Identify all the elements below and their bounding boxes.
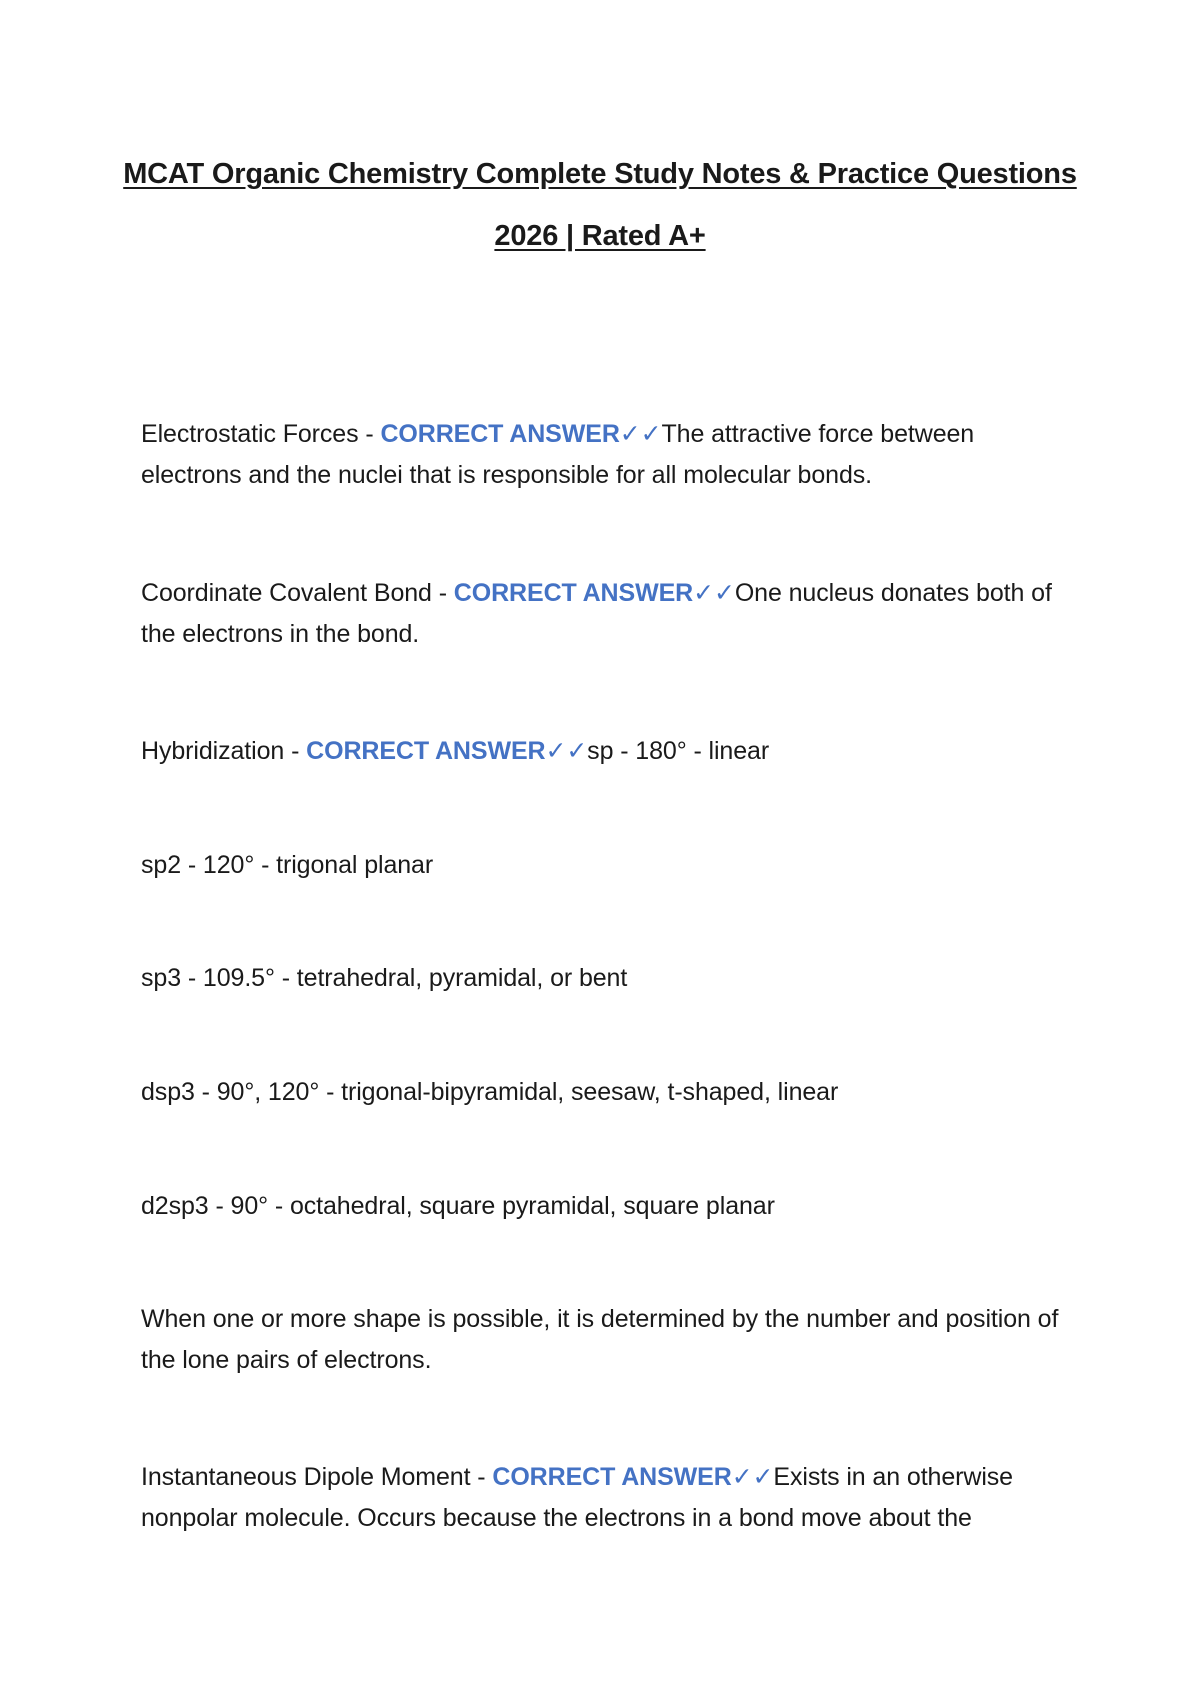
note-line: d2sp3 - 90° - octahedral, square pyramidal, square planar: [141, 1192, 775, 1220]
document-title-line-1: MCAT Organic Chemistry Complete Study Notes & Practice Questions: [123, 158, 1077, 190]
separator: -: [431, 579, 454, 607]
correct-answer-label: CORRECT ANSWER✓✓: [380, 420, 662, 448]
correct-answer-label: CORRECT ANSWER✓✓: [306, 737, 588, 765]
question-term: Coordinate Covalent Bond: [141, 579, 432, 607]
qa-entry: [141, 414, 1071, 496]
qa-entry: [141, 731, 1071, 772]
note-paragraph: When one or more shape is possible, it is determined by the number and position of the lone pairs of electrons.: [141, 1305, 1059, 1374]
question-term: Electrostatic Forces: [141, 420, 359, 448]
answer-text: Exists in an otherwise nonpolar molecule. Occurs because the electrons in a bond move about the: [141, 1463, 1013, 1532]
separator: -: [470, 1463, 493, 1491]
qa-entry: [141, 573, 1071, 655]
document-title-line-2: 2026 | Rated A+: [494, 220, 706, 252]
separator: -: [358, 420, 381, 448]
correct-answer-label: CORRECT ANSWER✓✓: [453, 579, 735, 607]
qa-entry: [141, 1457, 1071, 1539]
answer-text: One nucleus donates both of the electrons in the bond.: [141, 579, 1052, 648]
question-term: Instantaneous Dipole Moment: [141, 1463, 471, 1491]
note-line: dsp3 - 90°, 120° - trigonal-bipyramidal, seesaw, t-shaped, linear: [141, 1078, 839, 1106]
answer-text: The attractive force between electrons and the nuclei that is responsible for all molecular bonds.: [141, 420, 975, 489]
correct-answer-label: CORRECT ANSWER✓✓: [492, 1463, 774, 1491]
note-line: sp3 - 109.5° - tetrahedral, pyramidal, or bent: [141, 964, 628, 992]
question-term: Hybridization: [141, 737, 285, 765]
note-line: sp2 - 120° - trigonal planar: [141, 851, 434, 879]
answer-text: sp - 180° - linear: [587, 737, 770, 765]
separator: -: [284, 737, 307, 765]
